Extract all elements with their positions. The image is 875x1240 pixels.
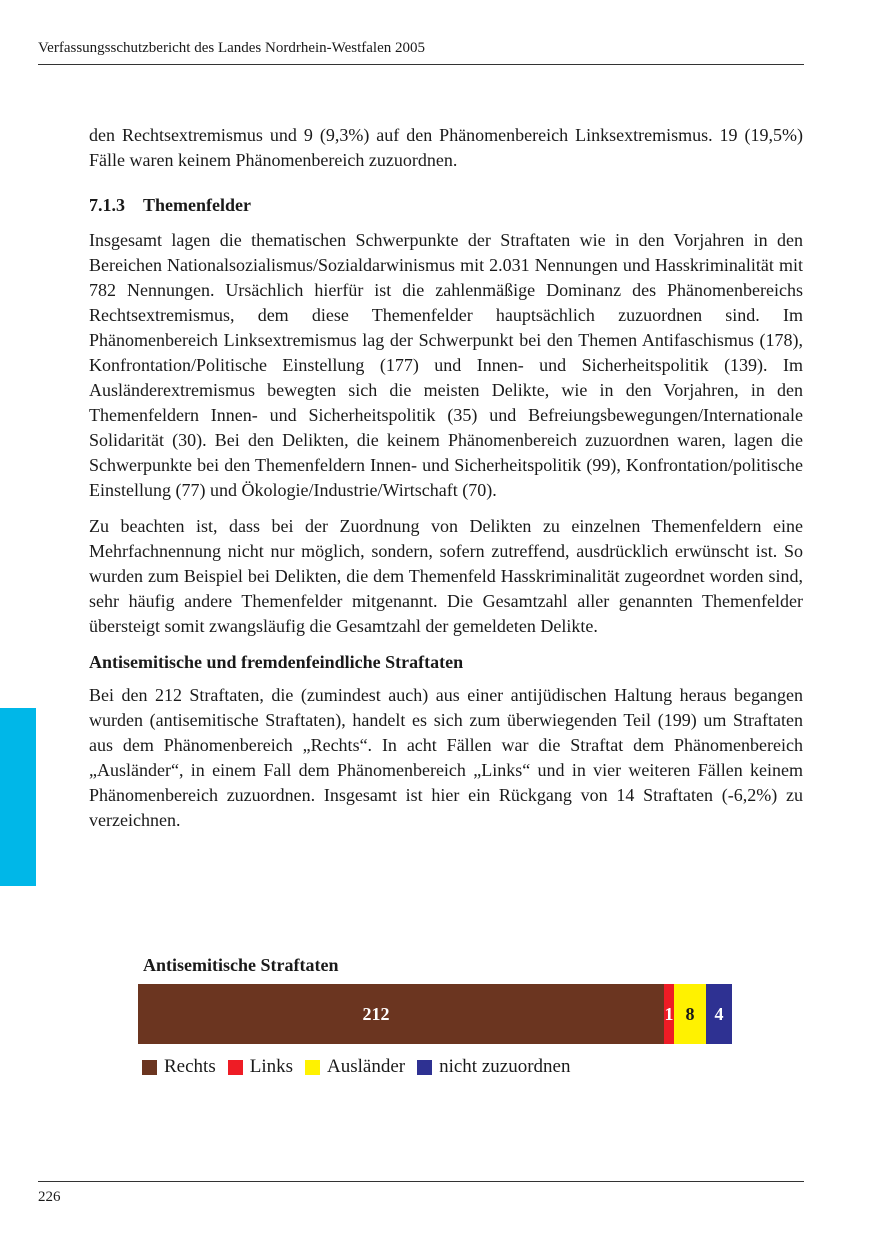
antisemitism-chart	[138, 954, 738, 1078]
bar-segment-ausländer	[674, 984, 706, 1044]
paragraph-antisemitische: Bei den 212 Straftaten, die (zumindest auch) aus einer antijüdischen Haltung heraus begangen wurden (antisemitische Straftaten), handelt es sich zum überwiegenden Teil (199) um Straftaten aus dem Phänomenbereich „Rechts“. In acht Fällen war die Straftat dem Phänomenbereich „Ausländer“, in einem Fall dem Phänomenbereich „Links“ und in vier weiteren Fällen keinem Phänomenbereich zuzuordnen. Insgesamt ist hier ein Rückgang von 14 Straftaten (-6,2%) zu verzeichnen.	[89, 685, 803, 830]
intro-paragraph: den Rechtsextremismus und 9 (9,3%) auf den Phänomenbereich Linksextremismus. 19 (19,5%) Fälle waren keinem Phänomenbereich zuzuordnen.	[89, 125, 803, 170]
page-content	[89, 123, 803, 833]
legend-swatch	[417, 1060, 432, 1075]
bar-segment-label: 8	[685, 1003, 695, 1024]
legend-label: Links	[249, 1056, 293, 1077]
bar-segment-links	[664, 984, 674, 1044]
bar-segment-nicht-zuzuordnen	[706, 984, 732, 1044]
legend-swatch	[142, 1060, 157, 1075]
legend-item	[142, 1056, 216, 1078]
paragraph-themenfelder: Insgesamt lagen die thematischen Schwerpunkte der Straftaten wie in den Vorjahren in den Bereichen Nationalsozialismus/Sozialdarwinismus mit 2.031 Nennungen und Hasskriminalität mit 782 Nennungen. Ursächlich hierfür ist die zahlenmäßige Dominanz des Phänomenbereichs Rechtsextremismus, dem diese Themenfelder hauptsächlich zuzuordnen sind. Im Phänomenbereich Linksextremismus lag der Schwerpunkt bei den Themen Antifaschismus (178), Konfrontation/Politische Einstellung (177) und Innen- und Sicherheitspolitik (139). Im Ausländerextremismus bewegten sich die meisten Delikte, wie in den Vorjahren, in den Themenfeldern Innen- und Sicherheitspolitik (35) und Befreiungsbewegungen/Internationale Solidarität (30). Bei den Delikten, die keinem Phänomenbereich zuzuordnen waren, lagen die Schwerpunkte bei den Themenfeldern Innen- und Sicherheitspolitik (99), Konfrontation/politische Einstellung (77) und Ökologie/Industrie/Wirtschaft (70).	[89, 230, 803, 500]
page-number: 226	[38, 1189, 61, 1205]
section-title: Themenfelder	[143, 195, 251, 215]
footer-divider	[38, 1181, 804, 1182]
running-header: Verfassungsschutzbericht des Landes Nordrhein-Westfalen 2005	[38, 40, 426, 56]
legend-item	[417, 1056, 570, 1078]
legend-item	[305, 1056, 405, 1078]
section-heading	[89, 193, 803, 218]
legend-swatch	[305, 1060, 320, 1075]
subheading: Antisemitische und fremdenfeindliche Straftaten	[89, 652, 464, 672]
header-divider	[38, 64, 804, 65]
legend-label: Ausländer	[327, 1056, 406, 1077]
bar-segment-label: 212	[362, 1003, 390, 1024]
legend-swatch	[228, 1060, 243, 1075]
bar-segment-label: 1	[664, 1003, 674, 1024]
bar-segment-rechts	[138, 984, 664, 1044]
stacked-bar	[138, 984, 733, 1044]
chart-legend	[142, 1056, 738, 1078]
legend-label: nicht zuzuordnen	[439, 1056, 571, 1077]
chart-title: Antisemitische Straftaten	[143, 955, 339, 975]
legend-item	[228, 1056, 293, 1078]
section-number: 7.1.3	[89, 195, 125, 215]
bar-segment-label: 4	[714, 1003, 724, 1024]
legend-label: Rechts	[164, 1056, 216, 1077]
chapter-side-tab	[0, 708, 36, 886]
paragraph-mehrfachnennung: Zu beachten ist, dass bei der Zuordnung von Delikten zu einzelnen Themenfeldern eine Mehrfachnennung nicht nur möglich, sondern, sofern zutreffend, ausdrücklich erwünscht ist. So wurden zum Beispiel bei Delikten, die dem Themenfeld Hasskriminalität zugeordnet worden sind, sehr häufig andere Themenfelder mitgenannt. Die Gesamtzahl aller genannten Themenfelder übersteigt somit zwangsläufig die Gesamtzahl der gemeldeten Delikte.	[89, 516, 803, 636]
